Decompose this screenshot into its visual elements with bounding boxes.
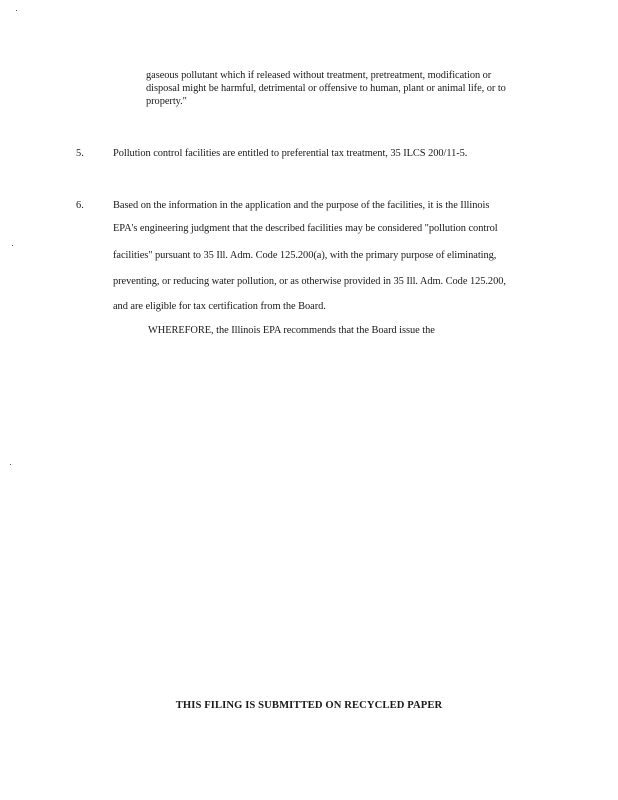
quote-line: property." [146, 96, 187, 107]
margin-mark [16, 10, 17, 11]
margin-mark [12, 245, 13, 246]
item-text-line: preventing, or reducing water pollution, or as otherwise provided in 35 Ill. Adm. Code 125.200, [113, 276, 506, 287]
item-text-line: facilities" pursuant to 35 Ill. Adm. Code 125.200(a), with the primary purpose of eliminating, [113, 250, 497, 261]
wherefore-paragraph: WHEREFORE, the Illinois EPA recommends that the Board issue the [148, 325, 435, 336]
item-text-line: Pollution control facilities are entitled to preferential tax treatment, 35 ILCS 200/11-5. [113, 148, 468, 159]
quote-line: gaseous pollutant which if released without treatment, pretreatment, modification or [146, 70, 492, 81]
item-text-line: and are eligible for tax certification from the Board. [113, 301, 326, 312]
item-text-line: Based on the information in the application and the purpose of the facilities, it is the Illinois [113, 200, 490, 211]
margin-mark [10, 464, 11, 465]
item-number: 6. [76, 200, 84, 211]
item-text-line: EPA's engineering judgment that the described facilities may be considered "pollution control [113, 223, 498, 234]
quote-line: disposal might be harmful, detrimental or offensive to human, plant or animal life, or to [146, 83, 506, 94]
recycled-paper-footer: THIS FILING IS SUBMITTED ON RECYCLED PAPER [175, 700, 443, 711]
item-number: 5. [76, 148, 84, 159]
